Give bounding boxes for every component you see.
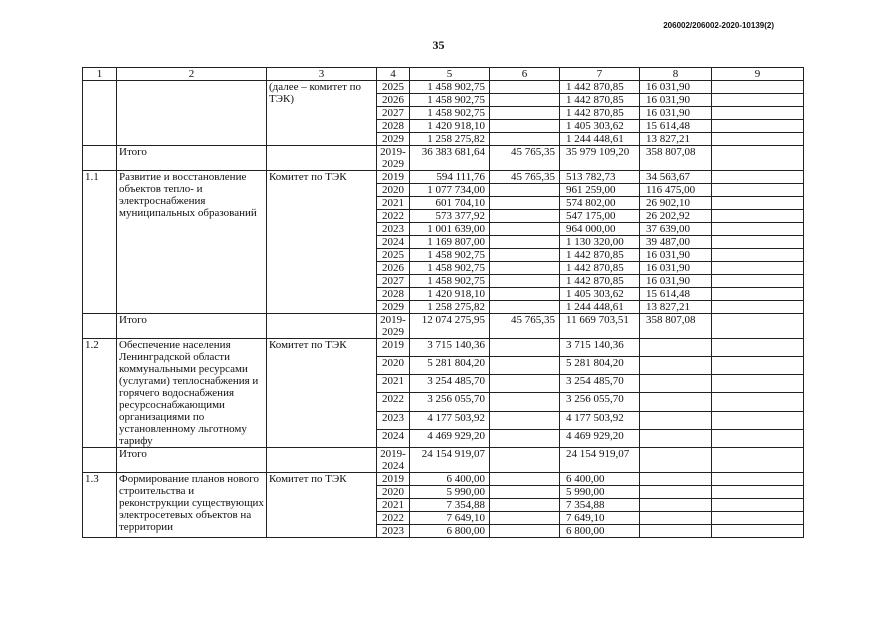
federal-amount-cell — [490, 107, 560, 120]
regional-amount-cell: 6 800,00 — [560, 525, 640, 538]
total-amount-cell: 6 800,00 — [410, 525, 490, 538]
federal-amount-cell — [490, 357, 560, 375]
local-amount-cell: 15 614,48 — [640, 288, 712, 301]
year-cell: 2019 — [377, 473, 410, 486]
federal-amount-cell — [490, 184, 560, 197]
document-number: 206002/206002-2020-10139(2) — [663, 21, 774, 30]
regional-amount-cell: 1 442 870,85 — [560, 107, 640, 120]
local-amount-cell — [640, 429, 712, 447]
table-row — [83, 339, 804, 357]
year-cell: 2026 — [377, 94, 410, 107]
federal-amount-cell — [490, 393, 560, 411]
local-amount-cell: 16 031,90 — [640, 94, 712, 107]
year-cell: 2023 — [377, 525, 410, 538]
federal-amount-cell — [490, 429, 560, 447]
executor-cell: Комитет по ТЭК — [267, 473, 377, 538]
row-number-cell: 1.2 — [83, 339, 117, 448]
year-cell: 2020 — [377, 357, 410, 375]
column-header: 9 — [712, 68, 804, 81]
total-amount-cell: 601 704,10 — [410, 197, 490, 210]
regional-amount-cell: 35 979 109,20 — [560, 146, 640, 171]
table-row — [83, 473, 804, 486]
federal-amount-cell — [490, 81, 560, 94]
regional-amount-cell: 1 405 303,62 — [560, 120, 640, 133]
other-cell — [712, 473, 804, 486]
regional-amount-cell: 1 442 870,85 — [560, 262, 640, 275]
page-number: 35 — [432, 38, 445, 52]
executor-cell — [267, 448, 377, 473]
total-amount-cell: 594 111,76 — [410, 171, 490, 184]
column-header: 4 — [377, 68, 410, 81]
total-amount-cell: 1 077 734,00 — [410, 184, 490, 197]
total-amount-cell: 1 420 918,10 — [410, 120, 490, 133]
local-amount-cell: 15 614,48 — [640, 120, 712, 133]
regional-amount-cell: 1 244 448,61 — [560, 133, 640, 146]
regional-amount-cell: 1 244 448,61 — [560, 301, 640, 314]
header-row — [83, 68, 804, 81]
local-amount-cell — [640, 512, 712, 525]
regional-amount-cell: 7 649,10 — [560, 512, 640, 525]
other-cell — [712, 236, 804, 249]
local-amount-cell: 34 563,67 — [640, 171, 712, 184]
total-amount-cell: 36 383 681,64 — [410, 146, 490, 171]
local-amount-cell: 116 475,00 — [640, 184, 712, 197]
local-amount-cell: 37 639,00 — [640, 223, 712, 236]
other-cell — [712, 171, 804, 184]
year-cell: 2029 — [377, 301, 410, 314]
local-amount-cell — [640, 411, 712, 429]
federal-amount-cell — [490, 133, 560, 146]
table-body — [83, 68, 804, 538]
local-amount-cell — [640, 375, 712, 393]
regional-amount-cell: 1 130 320,00 — [560, 236, 640, 249]
local-amount-cell — [640, 393, 712, 411]
federal-amount-cell — [490, 486, 560, 499]
other-cell — [712, 512, 804, 525]
total-amount-cell: 6 400,00 — [410, 473, 490, 486]
other-cell — [712, 448, 804, 473]
federal-amount-cell — [490, 249, 560, 262]
row-number-cell — [83, 81, 117, 146]
column-header: 2 — [117, 68, 267, 81]
local-amount-cell — [640, 486, 712, 499]
total-row — [83, 448, 804, 473]
column-header: 7 — [560, 68, 640, 81]
year-cell: 2019 — [377, 339, 410, 357]
year-cell: 2021 — [377, 197, 410, 210]
executor-cell — [267, 146, 377, 171]
local-amount-cell — [640, 525, 712, 538]
federal-amount-cell — [490, 223, 560, 236]
total-amount-cell: 24 154 919,07 — [410, 448, 490, 473]
total-amount-cell: 1 420 918,10 — [410, 288, 490, 301]
federal-amount-cell — [490, 288, 560, 301]
federal-amount-cell — [490, 525, 560, 538]
total-label: Итого — [117, 146, 267, 171]
local-amount-cell: 16 031,90 — [640, 262, 712, 275]
regional-amount-cell: 3 254 485,70 — [560, 375, 640, 393]
year-cell: 2022 — [377, 512, 410, 525]
local-amount-cell — [640, 357, 712, 375]
year-cell: 2028 — [377, 288, 410, 301]
regional-amount-cell: 1 442 870,85 — [560, 275, 640, 288]
regional-amount-cell: 5 990,00 — [560, 486, 640, 499]
federal-amount-cell — [490, 512, 560, 525]
regional-amount-cell: 547 175,00 — [560, 210, 640, 223]
local-amount-cell: 358 807,08 — [640, 314, 712, 339]
federal-amount-cell — [490, 262, 560, 275]
year-cell: 2020 — [377, 486, 410, 499]
regional-amount-cell: 3 715 140,36 — [560, 339, 640, 357]
other-cell — [712, 275, 804, 288]
regional-amount-cell: 1 405 303,62 — [560, 288, 640, 301]
total-amount-cell: 4 177 503,92 — [410, 411, 490, 429]
row-number-cell — [83, 448, 117, 473]
year-cell: 2024 — [377, 236, 410, 249]
total-amount-cell: 7 649,10 — [410, 512, 490, 525]
federal-amount-cell — [490, 499, 560, 512]
federal-amount-cell — [490, 301, 560, 314]
other-cell — [712, 393, 804, 411]
regional-amount-cell: 961 259,00 — [560, 184, 640, 197]
row-number-cell: 1.1 — [83, 171, 117, 314]
regional-amount-cell: 1 442 870,85 — [560, 249, 640, 262]
column-header: 1 — [83, 68, 117, 81]
regional-amount-cell: 5 281 804,20 — [560, 357, 640, 375]
total-amount-cell: 1 169 807,00 — [410, 236, 490, 249]
other-cell — [712, 375, 804, 393]
other-cell — [712, 288, 804, 301]
year-cell: 2023 — [377, 411, 410, 429]
total-amount-cell: 4 469 929,20 — [410, 429, 490, 447]
regional-amount-cell: 513 782,73 — [560, 171, 640, 184]
federal-amount-cell — [490, 275, 560, 288]
year-cell: 2027 — [377, 275, 410, 288]
total-amount-cell: 1 458 902,75 — [410, 275, 490, 288]
other-cell — [712, 107, 804, 120]
executor-cell: (далее – комитет по ТЭК) — [267, 81, 377, 146]
total-amount-cell: 1 458 902,75 — [410, 94, 490, 107]
regional-amount-cell: 4 469 929,20 — [560, 429, 640, 447]
regional-amount-cell: 574 802,00 — [560, 197, 640, 210]
total-amount-cell: 1 458 902,75 — [410, 262, 490, 275]
year-range-cell: 2019-2029 — [377, 314, 410, 339]
regional-amount-cell: 24 154 919,07 — [560, 448, 640, 473]
regional-amount-cell: 1 442 870,85 — [560, 81, 640, 94]
other-cell — [712, 223, 804, 236]
federal-amount-cell — [490, 448, 560, 473]
other-cell — [712, 525, 804, 538]
total-amount-cell: 1 258 275,82 — [410, 133, 490, 146]
local-amount-cell — [640, 499, 712, 512]
other-cell — [712, 411, 804, 429]
local-amount-cell — [640, 339, 712, 357]
other-cell — [712, 133, 804, 146]
table-row — [83, 171, 804, 184]
other-cell — [712, 197, 804, 210]
activity-name-cell: Развитие и восстановление объектов тепло- и электроснабжения муниципальных образований — [117, 171, 267, 314]
local-amount-cell: 39 487,00 — [640, 236, 712, 249]
total-amount-cell: 12 074 275,95 — [410, 314, 490, 339]
federal-amount-cell — [490, 120, 560, 133]
year-cell: 2023 — [377, 223, 410, 236]
year-cell: 2021 — [377, 375, 410, 393]
executor-cell: Комитет по ТЭК — [267, 171, 377, 314]
federal-amount-cell — [490, 210, 560, 223]
year-cell: 2019 — [377, 171, 410, 184]
local-amount-cell — [640, 473, 712, 486]
regional-amount-cell: 7 354,88 — [560, 499, 640, 512]
total-amount-cell: 573 377,92 — [410, 210, 490, 223]
regional-amount-cell: 3 256 055,70 — [560, 393, 640, 411]
total-amount-cell: 1 258 275,82 — [410, 301, 490, 314]
other-cell — [712, 499, 804, 512]
federal-amount-cell — [490, 473, 560, 486]
other-cell — [712, 94, 804, 107]
federal-amount-cell: 45 765,35 — [490, 314, 560, 339]
year-cell: 2024 — [377, 429, 410, 447]
other-cell — [712, 486, 804, 499]
federal-amount-cell — [490, 339, 560, 357]
activity-name-cell: Обеспечение населения Ленинградской области коммунальными ресурсами (услугами) теплоснабжения и горячего водоснабжения ресурсоснабжающими организациями по установленному льготному тарифу — [117, 339, 267, 448]
year-cell: 2029 — [377, 133, 410, 146]
federal-amount-cell — [490, 197, 560, 210]
budget-table — [82, 67, 804, 538]
total-amount-cell: 1 001 639,00 — [410, 223, 490, 236]
federal-amount-cell: 45 765,35 — [490, 146, 560, 171]
total-amount-cell: 5 281 804,20 — [410, 357, 490, 375]
federal-amount-cell: 45 765,35 — [490, 171, 560, 184]
local-amount-cell: 16 031,90 — [640, 249, 712, 262]
total-label: Итого — [117, 314, 267, 339]
other-cell — [712, 357, 804, 375]
year-cell: 2028 — [377, 120, 410, 133]
local-amount-cell: 16 031,90 — [640, 107, 712, 120]
local-amount-cell: 13 827,21 — [640, 301, 712, 314]
other-cell — [712, 301, 804, 314]
year-range-cell: 2019-2029 — [377, 146, 410, 171]
year-cell: 2025 — [377, 249, 410, 262]
federal-amount-cell — [490, 94, 560, 107]
federal-amount-cell — [490, 411, 560, 429]
table-row — [83, 81, 804, 94]
total-row — [83, 314, 804, 339]
total-label: Итого — [117, 448, 267, 473]
total-row — [83, 146, 804, 171]
regional-amount-cell: 4 177 503,92 — [560, 411, 640, 429]
year-cell: 2027 — [377, 107, 410, 120]
total-amount-cell: 3 715 140,36 — [410, 339, 490, 357]
column-header: 5 — [410, 68, 490, 81]
other-cell — [712, 210, 804, 223]
local-amount-cell — [640, 448, 712, 473]
other-cell — [712, 81, 804, 94]
year-cell: 2026 — [377, 262, 410, 275]
federal-amount-cell — [490, 236, 560, 249]
activity-name-cell: Формирование планов нового строительства и реконструкции существующих электросетевых объектов на территории — [117, 473, 267, 538]
other-cell — [712, 146, 804, 171]
regional-amount-cell: 1 442 870,85 — [560, 94, 640, 107]
total-amount-cell: 1 458 902,75 — [410, 81, 490, 94]
other-cell — [712, 339, 804, 357]
total-amount-cell: 5 990,00 — [410, 486, 490, 499]
year-cell: 2025 — [377, 81, 410, 94]
year-cell: 2020 — [377, 184, 410, 197]
row-number-cell — [83, 146, 117, 171]
row-number-cell — [83, 314, 117, 339]
year-cell: 2022 — [377, 393, 410, 411]
regional-amount-cell: 6 400,00 — [560, 473, 640, 486]
other-cell — [712, 429, 804, 447]
other-cell — [712, 120, 804, 133]
other-cell — [712, 184, 804, 197]
row-number-cell: 1.3 — [83, 473, 117, 538]
local-amount-cell: 16 031,90 — [640, 81, 712, 94]
total-amount-cell: 3 256 055,70 — [410, 393, 490, 411]
local-amount-cell: 26 902,10 — [640, 197, 712, 210]
activity-name-cell — [117, 81, 267, 146]
regional-amount-cell: 964 000,00 — [560, 223, 640, 236]
year-range-cell: 2019-2024 — [377, 448, 410, 473]
total-amount-cell: 7 354,88 — [410, 499, 490, 512]
column-header: 3 — [267, 68, 377, 81]
year-cell: 2022 — [377, 210, 410, 223]
total-amount-cell: 3 254 485,70 — [410, 375, 490, 393]
local-amount-cell: 16 031,90 — [640, 275, 712, 288]
total-amount-cell: 1 458 902,75 — [410, 249, 490, 262]
local-amount-cell: 13 827,21 — [640, 133, 712, 146]
column-header: 6 — [490, 68, 560, 81]
regional-amount-cell: 11 669 703,51 — [560, 314, 640, 339]
executor-cell — [267, 314, 377, 339]
other-cell — [712, 314, 804, 339]
local-amount-cell: 26 202,92 — [640, 210, 712, 223]
federal-amount-cell — [490, 375, 560, 393]
local-amount-cell: 358 807,08 — [640, 146, 712, 171]
total-amount-cell: 1 458 902,75 — [410, 107, 490, 120]
other-cell — [712, 249, 804, 262]
column-header: 8 — [640, 68, 712, 81]
year-cell: 2021 — [377, 499, 410, 512]
executor-cell: Комитет по ТЭК — [267, 339, 377, 448]
other-cell — [712, 262, 804, 275]
